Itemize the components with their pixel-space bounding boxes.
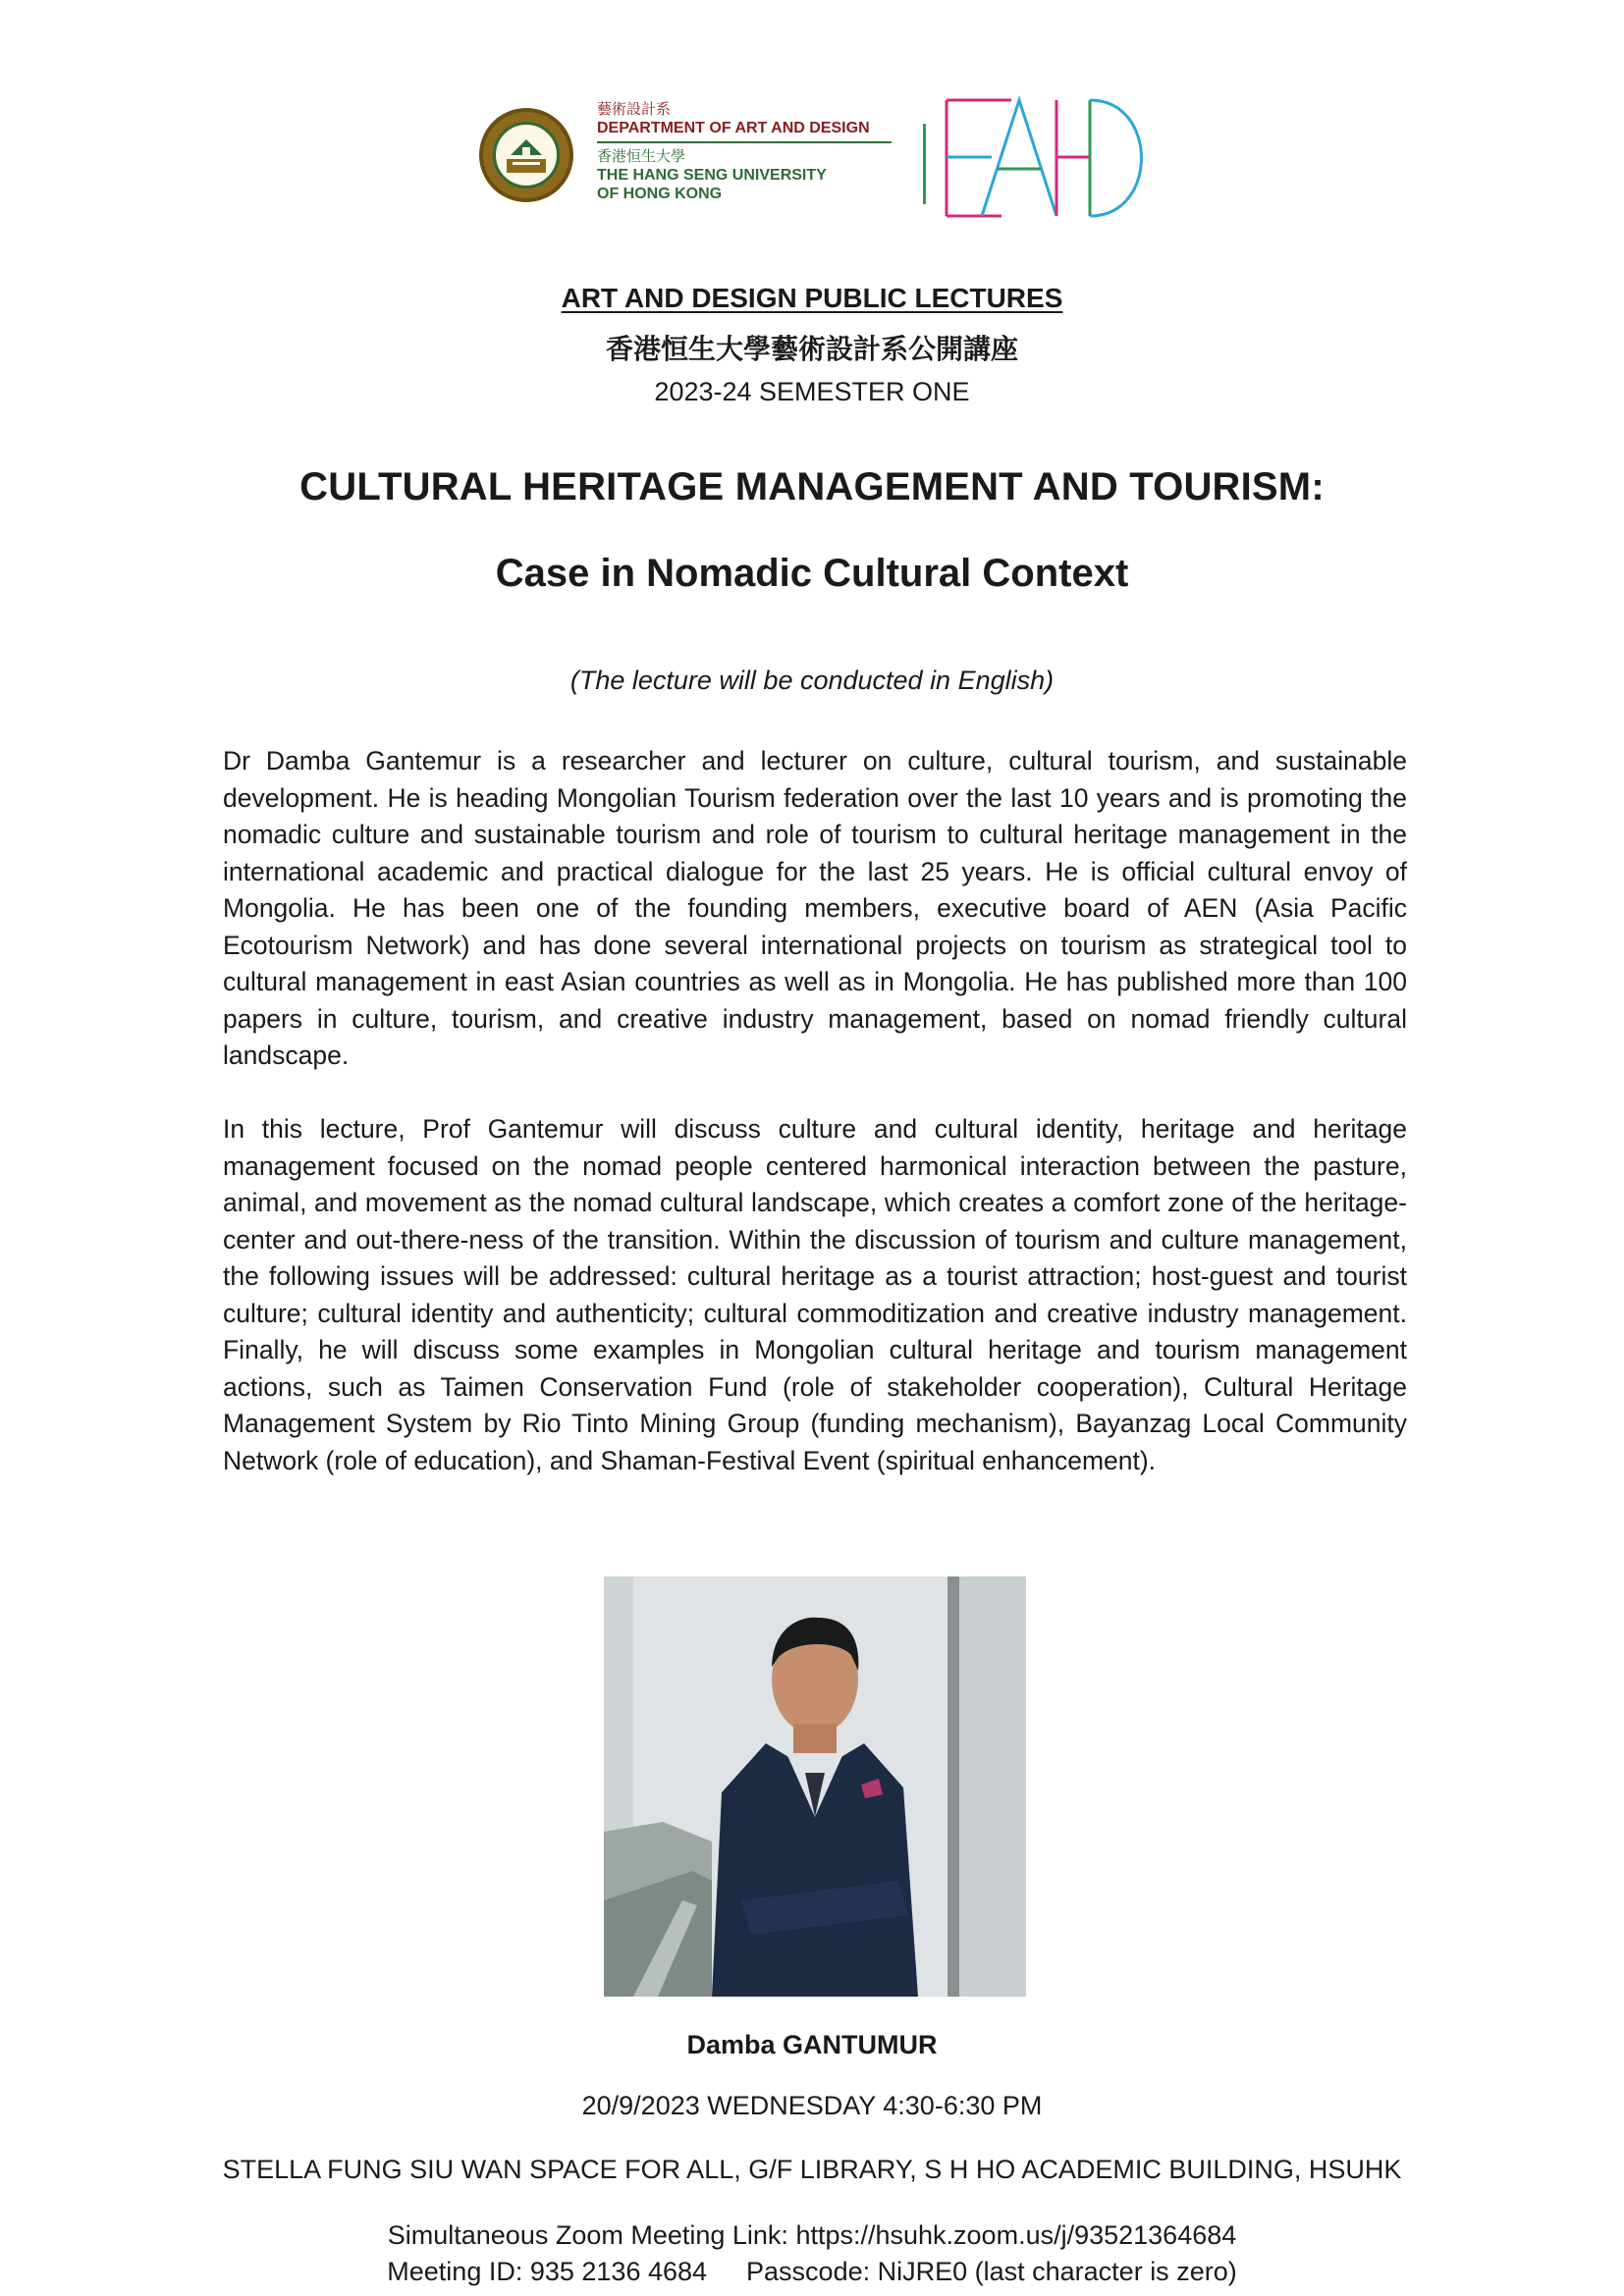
speaker-name: Damba GANTUMUR — [686, 2030, 938, 2059]
meeting-id: Meeting ID: 935 2136 4684 — [387, 2257, 708, 2286]
department-name-en: DEPARTMENT OF ART AND DESIGN — [597, 119, 892, 143]
speaker-portrait-photo — [604, 1576, 1026, 1997]
meeting-passcode: Passcode: NiJRE0 (last character is zero) — [746, 2257, 1237, 2286]
series-title-zh: 香港恒生大學藝術設計系公開講座 — [605, 333, 1018, 365]
lecture-subtitle: Case in Nomadic Cultural Context — [495, 552, 1129, 595]
university-name-zh: 香港恒生大學 — [597, 147, 686, 165]
lecture-description-paragraph: In this lecture, Prof Gantemur will discuss culture and cultural identity, heritage and heritage management focused on the nomad people centered harmonical interaction between the pasture, animal, and movement as the nomad cultural landscape, which creates a comfort zone of the heritage-center and out-there-ness of the transition. Within the discussion of tourism and culture management, the following issues will be addressed: cultural heritage as a tourist attraction; host-guest and tourist culture; cultural identity and authenticity; cultural commoditization and creative industry management. Finally, he will discuss some examples in Mongolian cultural heritage and tourism management actions, such as Taimen Conservation Fund (role of stakeholder cooperation), Cultural Heritage Management System by Rio Tinto Mining Group (funding mechanism), Bayanzag Local Community Network (role of education), and Shaman-Festival Event (spiritual enhancement). — [223, 1114, 1407, 1475]
university-seal-icon — [479, 108, 573, 202]
department-name-block — [597, 100, 892, 203]
zoom-label: Simultaneous Zoom Meeting Link: — [387, 2220, 796, 2250]
zoom-meeting-line — [0, 2220, 1624, 2251]
speaker-bio-paragraph: Dr Damba Gantemur is a researcher and lecturer on culture, cultural tourism, and sustainable development. He is heading Mongolian Tourism federation over the last 10 years and is promoting the nomadic culture and sustainable tourism and role of tourism to cultural heritage management in the international academic and practical dialogue for the last 25 years. He is official cultural envoy of Mongolia. He has been one of the founding members, executive board of AEN (Asia Pacific Ecotourism Network) and has done several international projects on tourism as strategical tool to cultural management in east Asian countries as well as in Mongolia. He has published more than 100 papers in culture, tourism, and creative industry management, based on nomad friendly cultural landscape. — [223, 746, 1407, 1070]
meeting-credentials — [0, 2257, 1624, 2287]
university-name-en-line2: OF HONG KONG — [597, 186, 723, 202]
university-name-en-line1: THE HANG SENG UNIVERSITY — [597, 167, 827, 184]
logo-divider — [923, 124, 926, 204]
lecture-title: CULTURAL HERITAGE MANAGEMENT AND TOURISM: — [299, 465, 1325, 508]
ad-monogram-logo-icon — [943, 94, 1159, 222]
header-logos — [479, 94, 1166, 222]
event-datetime: 20/9/2023 WEDNESDAY 4:30-6:30 PM — [581, 2091, 1043, 2120]
department-name-zh: 藝術設計系 — [597, 100, 672, 118]
zoom-link[interactable]: https://hsuhk.zoom.us/j/93521364684 — [795, 2220, 1237, 2250]
event-venue: STELLA FUNG SIU WAN SPACE FOR ALL, G/F LIBRARY, S H HO ACADEMIC BUILDING, HSUHK — [222, 2155, 1402, 2184]
semester-label: 2023-24 SEMESTER ONE — [654, 377, 970, 406]
language-note: (The lecture will be conducted in English) — [569, 666, 1055, 695]
series-title-en: ART AND DESIGN PUBLIC LECTURES — [561, 283, 1063, 313]
